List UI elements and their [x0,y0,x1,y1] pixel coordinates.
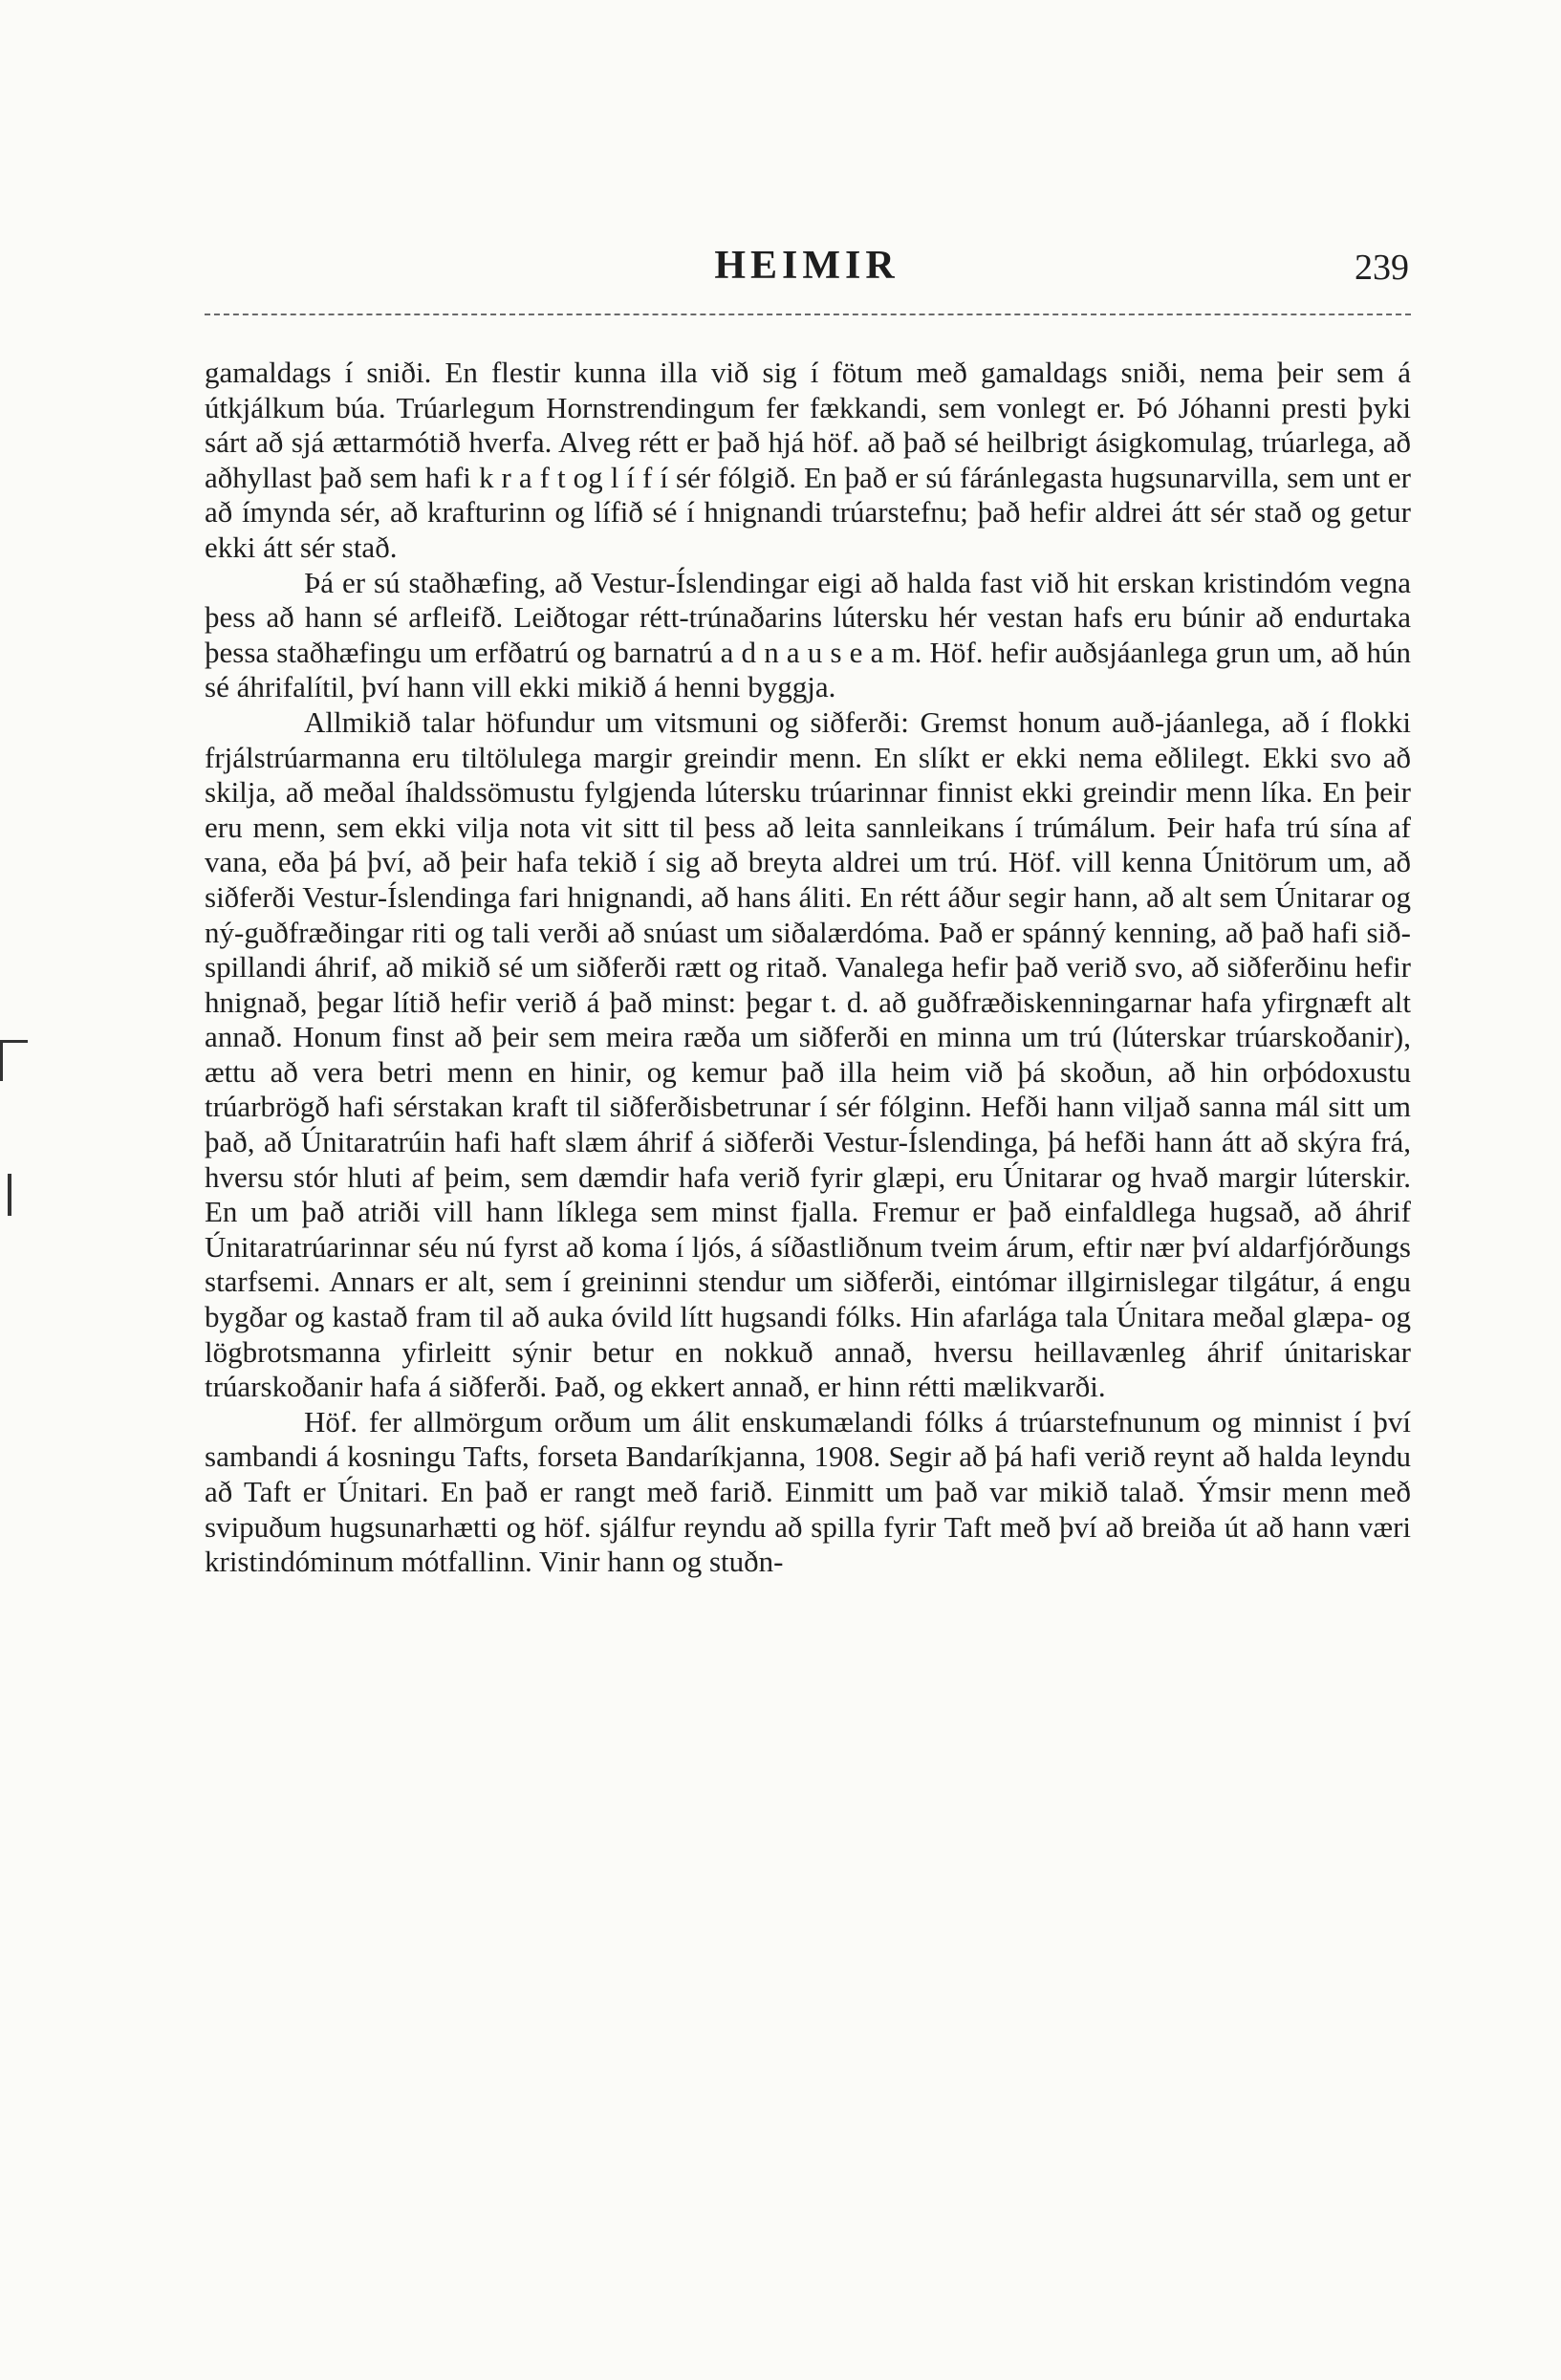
margin-mark [0,1040,28,1081]
running-title: HEIMIR [714,244,900,288]
header-rule [205,314,1411,315]
paragraph: Höf. fer allmörgum orðum um álit enskumælandi fólks á trúarstefnunum og minnist í því sambandi á kosningu Tafts, forseta Bandaríkjanna, 1908. Segir að þá hafi verið reynt að halda leyndu að Taft er Únitari. En það er rangt með farið. Einmitt um það var mikið talað. Ýmsir menn með svipuðum hugsunarhætti og höf. sjálfur reyndu að spilla fyrir Taft með því að breiða út að hann væri kristindóminum mótfallinn. Vinir hann og stuðn- [205,1404,1411,1579]
margin-mark [8,1174,11,1216]
body-text [205,356,1411,1580]
page-number: 239 [1355,248,1409,288]
paragraph: Þá er sú staðhæfing, að Vestur-Íslendingar eigi að halda fast við hit erskan kristindóm vegna þess að hann sé arfleifð. Leiðtogar rétt-trúnaðarins lútersku hér vestan hafs eru búnir að endurtaka þessa staðhæfingu um erfðatrú og barnatrú a d n a u s e a m. Höf. hefir auðsjáanlega grun um, að hún sé áhrifalítil, því hann vill ekki mikið á henni byggja. [205,565,1411,704]
paragraph: gamaldags í sniði. En flestir kunna illa við sig í fötum með gamaldags sniði, nema þeir sem á útkjálkum búa. Trúarlegum Hornstrendingum fer fækkandi, sem vonlegt er. Þó Jóhanni presti þyki sárt að sjá ættarmótið hverfa. Alveg rétt er það hjá höf. að það sé heilbrigt ásigkomulag, trúarlega, að aðhyllast það sem hafi k r a f t og l í f í sér fólgið. En það er sú fáránlegasta hugsunarvilla, sem unt er að ímynda sér, að krafturinn og lífið sé í hnignandi trúarstefnu; það hefir aldrei átt sér stað og getur ekki átt sér stað. [205,356,1411,564]
page-header [205,239,1409,296]
paragraph: Allmikið talar höfundur um vitsmuni og siðferði: Gremst honum auð-jáanlega, að í flokki frjálstrúarmanna eru tiltölulega margir greindir menn. En slíkt er ekki nema eðlilegt. Ekki svo að skilja, að meðal íhaldssömustu fylgjenda lútersku trúarinnar finnist ekki greindir menn líka. En þeir eru menn, sem ekki vilja nota vit sitt til þess að leita sannleikans í trúmálum. Þeir hafa trú sína af vana, eða þá því, að þeir hafa tekið í sig að breyta aldrei um trú. Höf. vill kenna Únitörum um, að siðferði Vestur-Íslendinga fari hnignandi, að hans áliti. En rétt áður segir hann, að alt sem Únitarar og ný-guðfræðingar riti og tali verði að snúast um siðalærdóma. Það er spánný kenning, að það hafi sið-spillandi áhrif, að mikið sé um siðferði rætt og ritað. Vanalega hefir það verið svo, að siðferðinu hefir hnignað, þegar lítið hefir verið á það minst: þegar t. d. að guðfræðiskenningarnar hafa yfirgnæft alt annað. Honum finst að þeir sem meira ræða um siðferði en minna um trú (lúterskar trúarskoðanir), ættu að vera betri menn en hinir, og kemur það illa heim við þá skoðun, að hin orþódoxustu trúarbrögð hafi sérstakan kraft til siðferðisbetrunar í sér fólginn. Hefði hann viljað sanna mál sitt um það, að Únitaratrúin hafi haft slæm áhrif á siðferði Vestur-Íslendinga, þá hefði hann átt að skýra frá, hversu stór hluti af þeim, sem dæmdir hafa verið fyrir glæpi, eru Únitarar og hvað margir lúterskir. En um það atriði vill hann líklega sem minst fjalla. Fremur er það einfaldlega hugsað, að áhrif Únitaratrúarinnar séu nú fyrst að koma í ljós, á síðastliðnum tveim árum, eftir nær því aldarfjórðungs starfsemi. Annars er alt, sem í greininni stendur um siðferði, eintómar illgirnislegar tilgátur, á engu bygðar og kastað fram til að auka óvild lítt hugsandi fólks. Hin afarlága tala Únitara meðal glæpa- og lögbrotsmanna yfirleitt sýnir betur en nokkuð annað, hversu heillavænleg áhrif únitariskar trúarskoðanir hafa á siðferði. Það, og ekkert annað, er hinn rétti mælikvarði. [205,704,1411,1404]
